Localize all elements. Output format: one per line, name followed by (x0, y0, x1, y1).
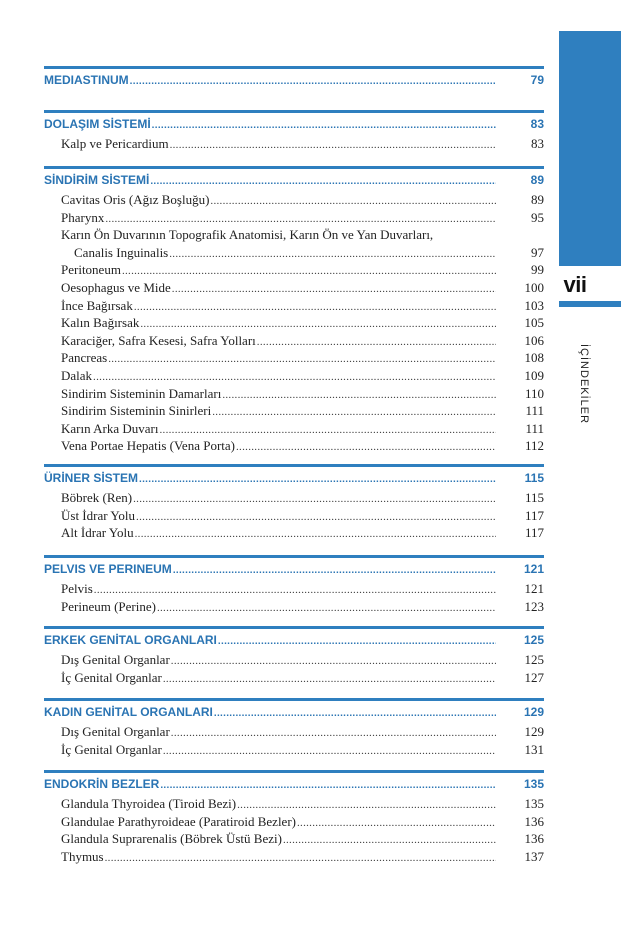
section-title: ERKEK GENİTAL ORGANLARI (44, 633, 217, 647)
entry-title: Glandulae Parathyroideae (Paratiroid Bezler) (61, 813, 296, 829)
entry-page: 127 (524, 669, 544, 685)
leader-dots (160, 775, 496, 797)
entry-page: 136 (524, 813, 544, 829)
entry-page: 125 (524, 652, 544, 667)
entry-title: Kalın Bağırsak (61, 315, 140, 331)
entry-page: 99 (531, 262, 544, 278)
tab-rule (559, 301, 621, 307)
leader-dots (297, 815, 496, 833)
leader-dots (212, 404, 496, 422)
entry-title: Cavitas Oris (Ağız Boşluğu) (61, 192, 210, 207)
entry-title: İç Genital Organlar (61, 669, 162, 685)
section-page: 115 (524, 471, 544, 485)
section-page: 79 (530, 73, 544, 87)
entry-title: Glandula Thyroidea (Tiroid Bezi) (61, 796, 237, 811)
entry-page: 123 (524, 598, 544, 614)
entry-title: İnce Bağırsak (61, 297, 133, 313)
section-title: KADIN GENİTAL ORGANLARI (44, 705, 213, 719)
toc-entry[interactable] (44, 741, 544, 759)
section-title: DOLAŞIM SİSTEMİ (44, 117, 151, 131)
entry-title: Karın Arka Duvarı (61, 420, 159, 436)
leader-dots (133, 491, 496, 509)
section-heading[interactable] (44, 467, 544, 489)
leader-dots (222, 387, 496, 405)
leader-dots (122, 263, 496, 281)
toc-section-uriner (44, 464, 544, 542)
section-heading[interactable] (44, 169, 544, 191)
entry-title: Karın Ön Duvarının Topografik Anatomisi, Karın Ön ve Yan Duvarları, (61, 227, 434, 243)
entry-page: 112 (524, 438, 544, 454)
entry-title: Oesophagus ve Mide (61, 279, 171, 295)
leader-dots (171, 725, 496, 743)
toc-entry[interactable] (44, 191, 544, 209)
entry-title: Sindirim Sisteminin Damarları (61, 385, 222, 401)
section-heading[interactable] (44, 629, 544, 651)
entry-page: 110 (524, 385, 544, 401)
toc-entry[interactable] (44, 226, 544, 244)
toc-section-mediastinum (44, 66, 544, 91)
toc-entry[interactable] (44, 385, 544, 403)
leader-dots (150, 171, 496, 193)
entry-title: Peritoneum (61, 262, 121, 278)
toc-entry[interactable] (44, 402, 544, 420)
toc-entry[interactable] (44, 244, 544, 262)
section-title: ÜRİNER SİSTEM (44, 471, 139, 485)
leader-dots (170, 137, 496, 155)
toc-entry[interactable] (44, 669, 544, 687)
entry-page: 108 (524, 350, 544, 366)
leader-dots (214, 703, 496, 725)
section-heading[interactable] (44, 558, 544, 580)
leader-dots (108, 351, 496, 369)
leader-dots (172, 281, 496, 299)
leader-dots (163, 671, 496, 689)
entry-page: 103 (524, 297, 544, 313)
leader-dots (218, 631, 496, 653)
section-heading[interactable] (44, 69, 544, 91)
entry-page: 136 (524, 831, 544, 847)
leader-dots (169, 246, 496, 264)
section-heading[interactable] (44, 773, 544, 795)
entry-title: Vena Portae Hepatis (Vena Porta) (61, 438, 235, 454)
toc-entry[interactable] (44, 349, 544, 367)
toc-entry[interactable] (44, 261, 544, 279)
entry-page: 97 (531, 244, 544, 260)
entry-page: 137 (524, 848, 544, 864)
toc-entry[interactable] (44, 314, 544, 332)
entry-title: Glandula Suprarenalis (Böbrek Üstü Bezi) (61, 831, 282, 847)
toc-entry[interactable] (44, 489, 544, 507)
toc-entry[interactable] (44, 830, 544, 848)
toc-entry[interactable] (44, 297, 544, 315)
entry-page: 100 (524, 279, 544, 295)
leader-dots (236, 439, 496, 457)
entry-page: 106 (524, 332, 544, 348)
entry-title: Thymus (61, 848, 104, 864)
entry-page: 105 (524, 315, 544, 331)
leader-dots (136, 509, 496, 527)
toc-entry[interactable] (44, 813, 544, 831)
leader-dots (152, 115, 496, 137)
entry-page: 129 (524, 724, 544, 739)
entry-title: Dış Genital Organlar (61, 724, 170, 739)
leader-dots (257, 334, 496, 352)
toc-entry[interactable] (44, 332, 544, 350)
leader-dots (105, 850, 496, 868)
entry-title: Canalis Inguinalis (74, 244, 169, 260)
entry-page: 109 (524, 367, 544, 383)
chapter-tab (559, 31, 621, 266)
entry-title: Pelvis (61, 581, 93, 596)
toc-section-pelvis (44, 555, 544, 615)
leader-dots (173, 560, 496, 582)
entry-title: Üst İdrar Yolu (61, 507, 136, 523)
toc-entry[interactable] (44, 723, 544, 741)
entry-page: 95 (531, 209, 544, 225)
entry-page: 117 (524, 525, 544, 541)
leader-dots (135, 526, 496, 544)
toc-entry[interactable] (44, 135, 544, 153)
toc-entry[interactable] (44, 598, 544, 616)
entry-page: 135 (524, 796, 544, 811)
leader-dots (134, 299, 496, 317)
leader-dots (157, 600, 496, 618)
toc-section-erkek (44, 626, 544, 686)
section-page: 135 (523, 777, 544, 791)
toc-entry[interactable] (44, 420, 544, 438)
entry-page: 89 (531, 192, 544, 207)
leader-dots (139, 469, 496, 491)
section-title: SİNDİRİM SİSTEMİ (44, 173, 150, 187)
section-title: PELVIS VE PERINEUM (44, 562, 172, 576)
entry-page: 121 (524, 581, 544, 596)
section-page: 129 (523, 705, 544, 719)
entry-title: Perineum (Perine) (61, 598, 156, 614)
toc-section-kadin (44, 698, 544, 758)
entry-title: Pancreas (61, 350, 108, 366)
toc-section-dolasim (44, 110, 544, 153)
toc-entry[interactable] (44, 279, 544, 297)
toc-entry[interactable] (44, 651, 544, 669)
toc-entry[interactable] (44, 209, 544, 227)
section-heading[interactable] (44, 701, 544, 723)
entry-title: Karaciğer, Safra Kesesi, Safra Yolları (61, 332, 256, 348)
side-label: İÇİNDEKİLER (578, 344, 590, 425)
leader-dots (210, 193, 496, 211)
toc-entry[interactable] (44, 367, 544, 385)
entry-title: İç Genital Organlar (61, 741, 162, 757)
entry-page: 111 (525, 403, 544, 419)
leader-dots (163, 743, 496, 761)
entry-title: Pharynx (61, 209, 105, 225)
entry-page: 117 (524, 507, 544, 523)
entry-title: Dış Genital Organlar (61, 652, 170, 667)
leader-dots (283, 832, 496, 850)
section-page: 83 (530, 117, 544, 131)
toc-entry[interactable] (44, 437, 544, 455)
leader-dots (130, 71, 496, 93)
section-heading[interactable] (44, 113, 544, 135)
toc-entry[interactable] (44, 580, 544, 598)
entry-page: 83 (531, 136, 544, 151)
entry-page: 111 (525, 420, 544, 436)
entry-title: Böbrek (Ren) (61, 490, 133, 505)
entry-title: Sindirim Sisteminin Sinirleri (61, 403, 212, 419)
section-page: 89 (530, 173, 544, 187)
toc-entry[interactable] (44, 795, 544, 813)
page-number: vii (563, 272, 587, 297)
toc-entry[interactable] (44, 524, 544, 542)
leader-dots (171, 653, 496, 671)
section-page: 125 (523, 633, 544, 647)
entry-title: Alt İdrar Yolu (61, 525, 134, 541)
section-page: 121 (523, 562, 544, 576)
section-title: ENDOKRİN BEZLER (44, 777, 160, 791)
entry-page: 115 (524, 490, 544, 505)
section-title: MEDIASTINUM (44, 73, 129, 87)
toc-section-sindirim (44, 166, 544, 455)
entry-page: 131 (524, 741, 544, 757)
toc-entry[interactable] (44, 848, 544, 866)
toc-section-endokrin (44, 770, 544, 865)
entry-title: Kalp ve Pericardium (61, 136, 169, 151)
entry-title: Dalak (61, 367, 93, 383)
toc-entry[interactable] (44, 507, 544, 525)
